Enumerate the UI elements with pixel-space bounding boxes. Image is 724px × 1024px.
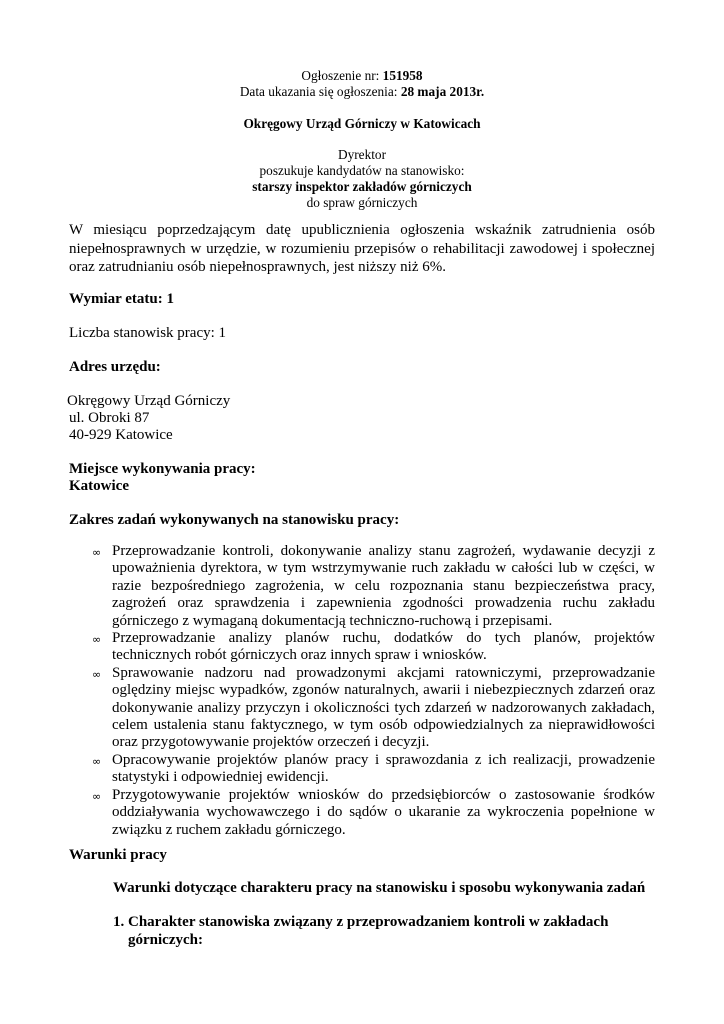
bullet-icon: ∞ [92,789,102,803]
publication-date: 28 maja 2013r. [400,84,485,99]
conditions-item-1 [113,913,633,949]
tasks-list [92,543,655,839]
task-text: Sprawowanie nadzoru nad prowadzonymi akcjami ratowniczymi, przeprowadzanie oględziny miejsc wypadków, zgonów naturalnych, awarii i niebezpiecznych zdarzeń oraz dokonywanie analizy przyczyn i okoliczności tych zdarzeń w nadzorowanych zakładach, celem ustalenia stanu faktycznego, w tym osób odpowiedzialnych za nieprawidłowości oraz przygotowywanie projektów orzeczeń i decyzji. [112,664,655,751]
announcement-number: 151958 [382,68,423,83]
list-item [92,787,655,839]
conditions-item-1-line-2: górniczych: [128,932,203,948]
conditions-heading: Warunki pracy [69,847,167,863]
bullet-icon: ∞ [92,667,102,681]
workplace-heading: Miejsce wykonywania pracy: [69,461,256,477]
address-line-3: 40-929 Katowice [69,427,173,443]
conditions-subheading: Warunki dotyczące charakteru pracy na stanowisku i sposobu wykonywania zadań [113,880,646,896]
list-item [92,752,655,787]
tasks-heading: Zakres zadań wykonywanych na stanowisku pracy: [69,512,400,528]
disability-notice: W miesiącu poprzedzającym datę upublicznienia ogłoszenia wskaźnik zatrudnienia osób niepełnosprawnych w urzędzie, w rozumieniu przepisów o rehabilitacji zawodowej i społecznej oraz zatrudnianiu osób niepełnosprawnych, jest niższy niż 6%. [69,222,655,276]
list-item [92,630,655,665]
date-label: Data ukazania się ogłoszenia: [239,84,401,99]
task-text: Przeprowadzanie kontroli, dokonywanie analizy stanu zagrożeń, wydawanie decyzji z upoważnienia dyrektora, w tym wstrzymywanie ruch zakładu w całości lub w części, w razie bezpośredniego zagrożenia, w celu rozpoznania stanu bezpieczeństwa pracy, zagrożeń oraz sprawdzenia i zapewnienia zgodności prowadzenia ruchu zakładu górniczego z wymaganą dokumentacją techniczno-ruchową i przepisami. [112,543,655,629]
list-item [92,543,655,630]
address-line-2: ul. Obroki 87 [69,410,150,426]
list-item [92,665,655,752]
employment-label: Wymiar etatu: [69,291,167,307]
bullet-icon: ∞ [92,546,102,559]
seeking-line: poszukuje kandydatów na stanowisko: [259,163,465,178]
office-name: Okręgowy Urząd Górniczy w Katowicach [243,116,481,131]
task-text: Opracowywanie projektów planów pracy i sprawozdania z ich realizacji, prowadzenie statystyki i odpowiedniej ewidencji. [112,751,655,786]
director-label: Dyrektor [338,147,386,162]
bullet-icon: ∞ [92,754,102,768]
publication-date-line [0,84,724,100]
announcement-number-line [0,68,724,84]
address-line-1: Okręgowy Urząd Górniczy [67,393,231,409]
positions-count: Liczba stanowisk pracy: 1 [69,325,227,341]
address-heading: Adres urzędu: [69,359,161,375]
employment-value: 1 [166,291,174,307]
announcement-label: Ogłoszenie nr: [301,68,383,83]
workplace-city: Katowice [69,478,129,494]
department-line: do spraw górniczych [306,195,418,210]
bullet-icon: ∞ [92,633,102,647]
conditions-item-1-line-1: 1. Charakter stanowiska związany z przeprowadzaniem kontroli w zakładach [113,914,609,930]
task-text: Przeprowadzanie analizy planów ruchu, dodatków do tych planów, projektów technicznych robót górniczych oraz innych spraw i wniosków. [112,630,655,664]
employment-line [69,290,655,308]
position-title: starszy inspektor zakładów górniczych [252,179,472,194]
task-text: Przygotowywanie projektów wniosków do przedsiębiorców o zastosowanie środków oddziaływania wychowawczego i do sądów o ukaranie za wykroczenia popełnione w związku z ruchem zakładu górniczego. [112,786,655,838]
